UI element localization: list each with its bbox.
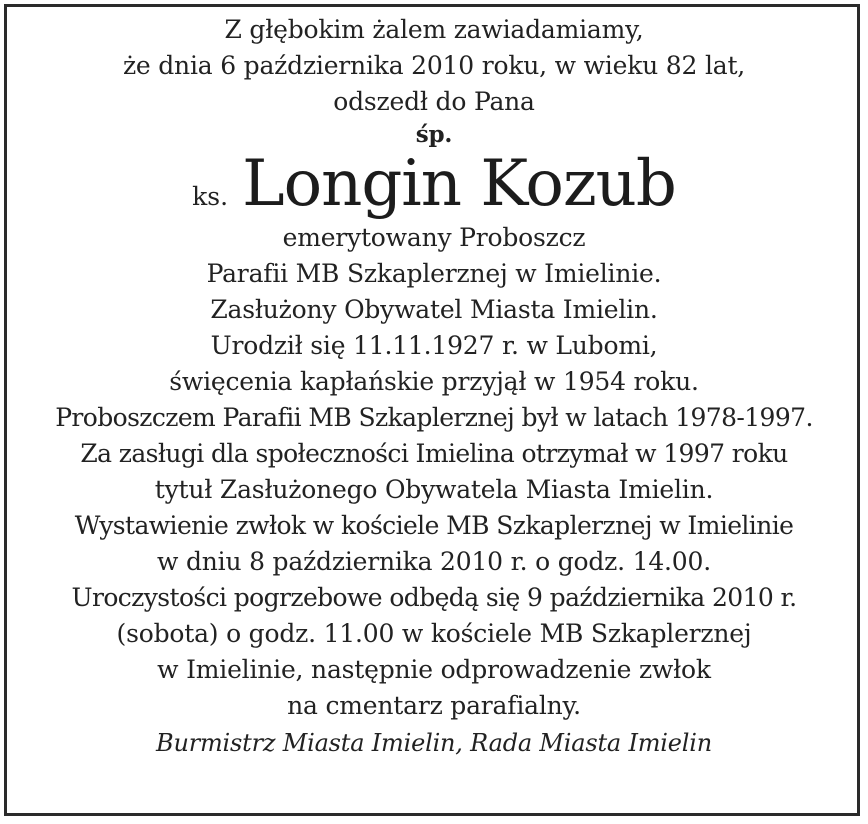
body-line: święcenia kapłańskie przyjął w 1954 roku. xyxy=(169,367,699,396)
body-line: tytuł Zasłużonego Obywatela Miasta Imielin. xyxy=(154,475,714,504)
body-line: w Imielinie, następnie odprowadzenie zwłok xyxy=(157,655,711,684)
body-line: Za zasługi dla społeczności Imielina otrzymał w 1997 roku xyxy=(80,439,788,468)
body-line: Proboszczem Parafii MB Szkaplerznej był w latach 1978-1997. xyxy=(55,403,813,432)
deceased-name: Longin Kozub xyxy=(242,147,676,221)
body-line: (sobota) o godz. 11.00 w kościele MB Szkaplerznej xyxy=(116,619,752,648)
deceased-name-row xyxy=(0,147,868,221)
honorific: śp. xyxy=(415,121,453,148)
body-line: Wystawienie zwłok w kościele MB Szkaplerznej w Imielinie xyxy=(74,511,794,540)
body-line: Parafii MB Szkaplerznej w Imielinie. xyxy=(206,259,662,288)
body-line: na cmentarz parafialny. xyxy=(287,691,581,720)
body-line: Uroczystości pogrzebowe odbędą się 9 października 2010 r. xyxy=(71,583,797,612)
clergy-title: ks. xyxy=(192,182,229,211)
intro-line: odszedł do Pana xyxy=(333,87,535,116)
body-line: emerytowany Proboszcz xyxy=(282,223,586,252)
body-line: w dniu 8 października 2010 r. o godz. 14.00. xyxy=(157,547,711,576)
intro-line: że dnia 6 października 2010 roku, w wieku 82 lat, xyxy=(122,51,746,80)
intro-line: Z głębokim żalem zawiadamiamy, xyxy=(224,15,644,44)
obituary-notice xyxy=(0,12,868,760)
signature: Burmistrz Miasta Imielin, Rada Miasta Imielin xyxy=(156,729,712,757)
body-line: Zasłużony Obywatel Miasta Imielin. xyxy=(210,295,658,324)
body-line: Urodził się 11.11.1927 r. w Lubomi, xyxy=(210,331,658,360)
